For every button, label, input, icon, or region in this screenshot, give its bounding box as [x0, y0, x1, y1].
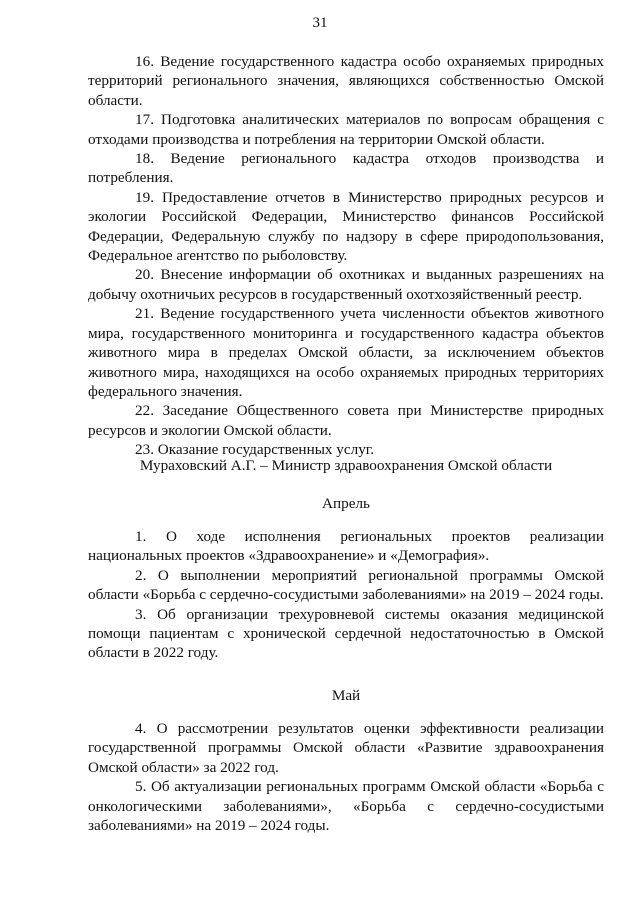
minister-heading: Мураховский А.Г. – Министр здравоохранения Омской области [139, 457, 553, 474]
may-items-list [88, 719, 604, 835]
section-items-list [88, 52, 604, 460]
list-item-4: 4. О рассмотрении результатов оценки эффективности реализации государственной программы Омской области «Развитие здравоохранения Омской области» за 2022 год. [88, 720, 604, 776]
month-heading-may: Май [331, 687, 361, 704]
list-item-20: 20. Внесение информации об охотниках и выданных разрешениях на добычу охотничьих ресурсов в государственный охотхозяйственный реестр. [88, 266, 604, 303]
list-item-19: 19. Предоставление отчетов в Министерство природных ресурсов и экологии Российской Федерации, Министерство финансов Российской Федерации, Федеральную службу по надзору в сфере природопользования, Федеральное агентство по рыболовству. [88, 188, 604, 265]
list-item-22: 22. Заседание Общественного совета при Министерстве природных ресурсов и экологии Омской области. [88, 402, 604, 439]
list-item-1: 1. О ходе исполнения региональных проектов реализации национальных проектов «Здравоохранение» и «Демография». [88, 528, 604, 565]
list-item-16: 16. Ведение государственного кадастра особо охраняемых природных территорий регионального значения, являющихся собственностью Омской области. [88, 53, 604, 109]
list-item-3: 3. Об организации трехуровневой системы оказания медицинской помощи пациентам с хронической сердечной недостаточностью в Омской области в 2022 году. [88, 605, 604, 662]
list-item-2: 2. О выполнении мероприятий региональной программы Омской области «Борьба с сердечно-сосудистыми заболеваниями» на 2019 – 2024 годы. [88, 566, 604, 604]
list-item-23: 23. Оказание государственных услуг. [135, 441, 375, 459]
page-number: 31 [312, 15, 328, 31]
list-item-18: 18. Ведение регионального кадастра отходов производства и потребления. [88, 150, 604, 187]
month-heading-april: Апрель [322, 495, 370, 512]
list-item-21: 21. Ведение государственного учета численности объектов животного мира, государственного мониторинга и государственного кадастра объектов животного мира в пределах Омской области, за исключением объектов животного мира, находящихся на особо охраняемых природных территориях федерального значения. [88, 305, 604, 400]
list-item-17: 17. Подготовка аналитических материалов по вопросам обращения с отходами производства и потребления на территории Омской области. [88, 111, 604, 148]
list-item-5: 5. Об актуализации региональных программ Омской области «Борьба с онкологическими заболеваниями», «Борьба с сердечно-сосудистыми заболеваниями» на 2019 – 2024 годы. [88, 778, 604, 835]
april-items-list [88, 527, 604, 663]
